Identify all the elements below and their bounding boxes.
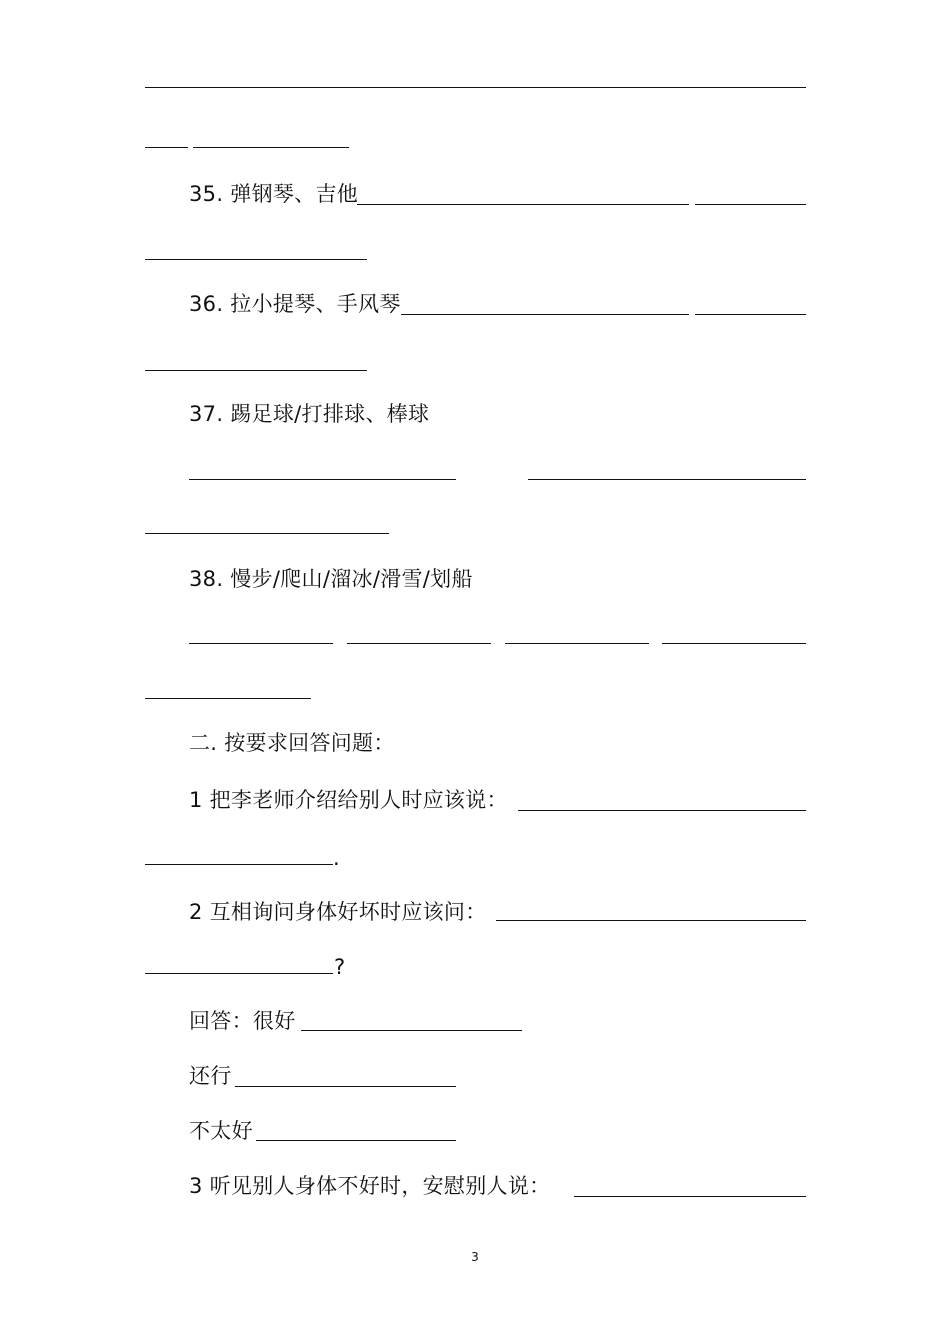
answer-ok-label: 还行 <box>189 1064 232 1088</box>
answer-blank[interactable] <box>574 1196 806 1197</box>
answer-blank[interactable] <box>189 479 456 480</box>
answer-not-good-label: 不太好 <box>189 1119 253 1143</box>
answer-very-good-label: 回答：很好 <box>189 1009 296 1033</box>
answer-blank[interactable] <box>357 204 689 205</box>
question-37: 37. 踢足球/打排球、棒球 <box>189 402 430 426</box>
answer-blank[interactable] <box>193 147 349 148</box>
answer-blank[interactable] <box>347 643 491 644</box>
answer-blank[interactable] <box>235 1086 456 1087</box>
question-2: 2 互相询问身体好坏时应该问： <box>189 900 487 924</box>
answer-blank[interactable] <box>505 643 649 644</box>
answer-blank[interactable] <box>695 314 806 315</box>
question-35: 35. 弹钢琴、吉他 <box>189 182 359 206</box>
answer-blank[interactable] <box>145 259 367 260</box>
question-1-end-punctuation: . <box>333 846 340 870</box>
answer-blank[interactable] <box>695 204 806 205</box>
answer-blank[interactable] <box>662 643 806 644</box>
answer-blank[interactable] <box>189 643 333 644</box>
answer-blank[interactable] <box>145 533 389 534</box>
answer-blank[interactable] <box>256 1140 456 1141</box>
answer-blank[interactable] <box>145 87 806 88</box>
answer-blank[interactable] <box>528 479 806 480</box>
question-1: 1 把李老师介绍给别人时应该说： <box>189 788 508 812</box>
answer-blank[interactable] <box>145 370 367 371</box>
question-3: 3 听见别人身体不好时，安慰别人说： <box>189 1174 551 1198</box>
answer-blank[interactable] <box>145 698 311 699</box>
section-heading: 二. 按要求回答问题： <box>189 731 395 755</box>
answer-blank[interactable] <box>401 314 689 315</box>
answer-blank[interactable] <box>496 920 806 921</box>
question-38: 38. 慢步/爬山/溜冰/滑雪/划船 <box>189 567 473 591</box>
answer-blank[interactable] <box>145 147 188 148</box>
answer-blank[interactable] <box>301 1030 522 1031</box>
answer-blank[interactable] <box>518 810 806 811</box>
page-number: 3 <box>471 1250 479 1264</box>
question-2-end-punctuation: ? <box>334 955 346 979</box>
question-36: 36. 拉小提琴、手风琴 <box>189 292 401 316</box>
answer-blank[interactable] <box>145 973 333 974</box>
answer-blank[interactable] <box>145 864 333 865</box>
